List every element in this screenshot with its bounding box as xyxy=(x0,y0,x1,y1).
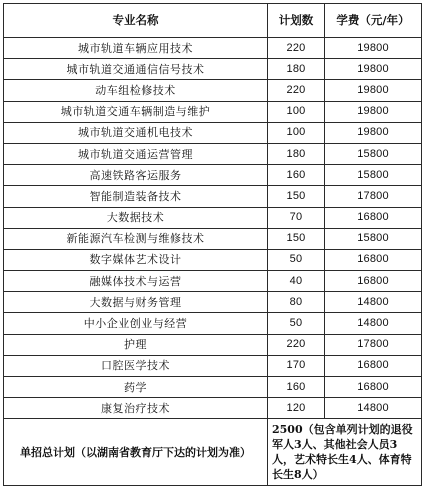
major-name: 智能制造装备技术 xyxy=(4,186,268,207)
table-row xyxy=(4,143,422,164)
tuition-fee: 14800 xyxy=(325,292,422,313)
plan-count: 180 xyxy=(268,143,325,164)
major-name: 中小企业创业与经营 xyxy=(4,313,268,334)
major-name: 大数据技术 xyxy=(4,207,268,228)
table-row xyxy=(4,207,422,228)
tuition-fee: 16800 xyxy=(325,377,422,398)
major-name: 大数据与财务管理 xyxy=(4,292,268,313)
plan-count: 50 xyxy=(268,249,325,270)
tuition-fee: 19800 xyxy=(325,122,422,143)
plan-count: 50 xyxy=(268,313,325,334)
tuition-fee: 19800 xyxy=(325,38,422,59)
table-row xyxy=(4,59,422,80)
tuition-fee: 15800 xyxy=(325,228,422,249)
tuition-fee: 17800 xyxy=(325,186,422,207)
plan-count: 150 xyxy=(268,186,325,207)
major-name: 康复治疗技术 xyxy=(4,398,268,419)
tuition-fee: 19800 xyxy=(325,59,422,80)
plan-count: 40 xyxy=(268,271,325,292)
table-row xyxy=(4,313,422,334)
tuition-fee: 19800 xyxy=(325,101,422,122)
total-plan-note: 2500（包含单列计划的退役军人3人、其他社会人员3人，艺术特长生4人、体育特长生8人） xyxy=(268,419,422,486)
header-major: 专业名称 xyxy=(4,4,268,38)
table-row xyxy=(4,398,422,419)
major-name: 城市轨道车辆应用技术 xyxy=(4,38,268,59)
plan-count: 100 xyxy=(268,101,325,122)
major-name: 城市轨道交通车辆制造与维护 xyxy=(4,101,268,122)
header-fee: 学费（元/年） xyxy=(325,4,422,38)
plan-count: 120 xyxy=(268,398,325,419)
plan-count: 80 xyxy=(268,292,325,313)
table-row xyxy=(4,292,422,313)
table-row xyxy=(4,38,422,59)
table-row xyxy=(4,377,422,398)
table-row xyxy=(4,165,422,186)
total-row xyxy=(4,419,422,486)
table-header-row xyxy=(4,4,422,38)
table-row xyxy=(4,101,422,122)
plan-count: 150 xyxy=(268,228,325,249)
total-plan-label: 单招总计划（以湖南省教育厅下达的计划为准） xyxy=(4,419,268,486)
table-row xyxy=(4,355,422,376)
table-row xyxy=(4,80,422,101)
plan-count: 220 xyxy=(268,334,325,355)
enrollment-plan-table xyxy=(3,3,422,486)
major-name: 融媒体技术与运营 xyxy=(4,271,268,292)
plan-count: 170 xyxy=(268,355,325,376)
major-name: 城市轨道交通机电技术 xyxy=(4,122,268,143)
table-row xyxy=(4,228,422,249)
plan-count: 100 xyxy=(268,122,325,143)
table-row xyxy=(4,249,422,270)
plan-count: 160 xyxy=(268,165,325,186)
major-name: 护理 xyxy=(4,334,268,355)
tuition-fee: 17800 xyxy=(325,334,422,355)
major-name: 城市轨道交通运营管理 xyxy=(4,143,268,164)
header-plan: 计划数 xyxy=(268,4,325,38)
major-name: 城市轨道交通通信信号技术 xyxy=(4,59,268,80)
plan-count: 70 xyxy=(268,207,325,228)
tuition-fee: 14800 xyxy=(325,313,422,334)
table-row xyxy=(4,186,422,207)
major-name: 高速铁路客运服务 xyxy=(4,165,268,186)
tuition-fee: 14800 xyxy=(325,398,422,419)
tuition-fee: 16800 xyxy=(325,355,422,376)
major-name: 口腔医学技术 xyxy=(4,355,268,376)
tuition-fee: 15800 xyxy=(325,165,422,186)
plan-count: 220 xyxy=(268,38,325,59)
major-name: 数字媒体艺术设计 xyxy=(4,249,268,270)
plan-count: 160 xyxy=(268,377,325,398)
tuition-fee: 19800 xyxy=(325,80,422,101)
plan-count: 180 xyxy=(268,59,325,80)
table-row xyxy=(4,334,422,355)
plan-count: 220 xyxy=(268,80,325,101)
major-name: 新能源汽车检测与维修技术 xyxy=(4,228,268,249)
major-name: 药学 xyxy=(4,377,268,398)
tuition-fee: 16800 xyxy=(325,271,422,292)
table-row xyxy=(4,122,422,143)
tuition-fee: 15800 xyxy=(325,143,422,164)
tuition-fee: 16800 xyxy=(325,249,422,270)
tuition-fee: 16800 xyxy=(325,207,422,228)
table-row xyxy=(4,271,422,292)
major-name: 动车组检修技术 xyxy=(4,80,268,101)
